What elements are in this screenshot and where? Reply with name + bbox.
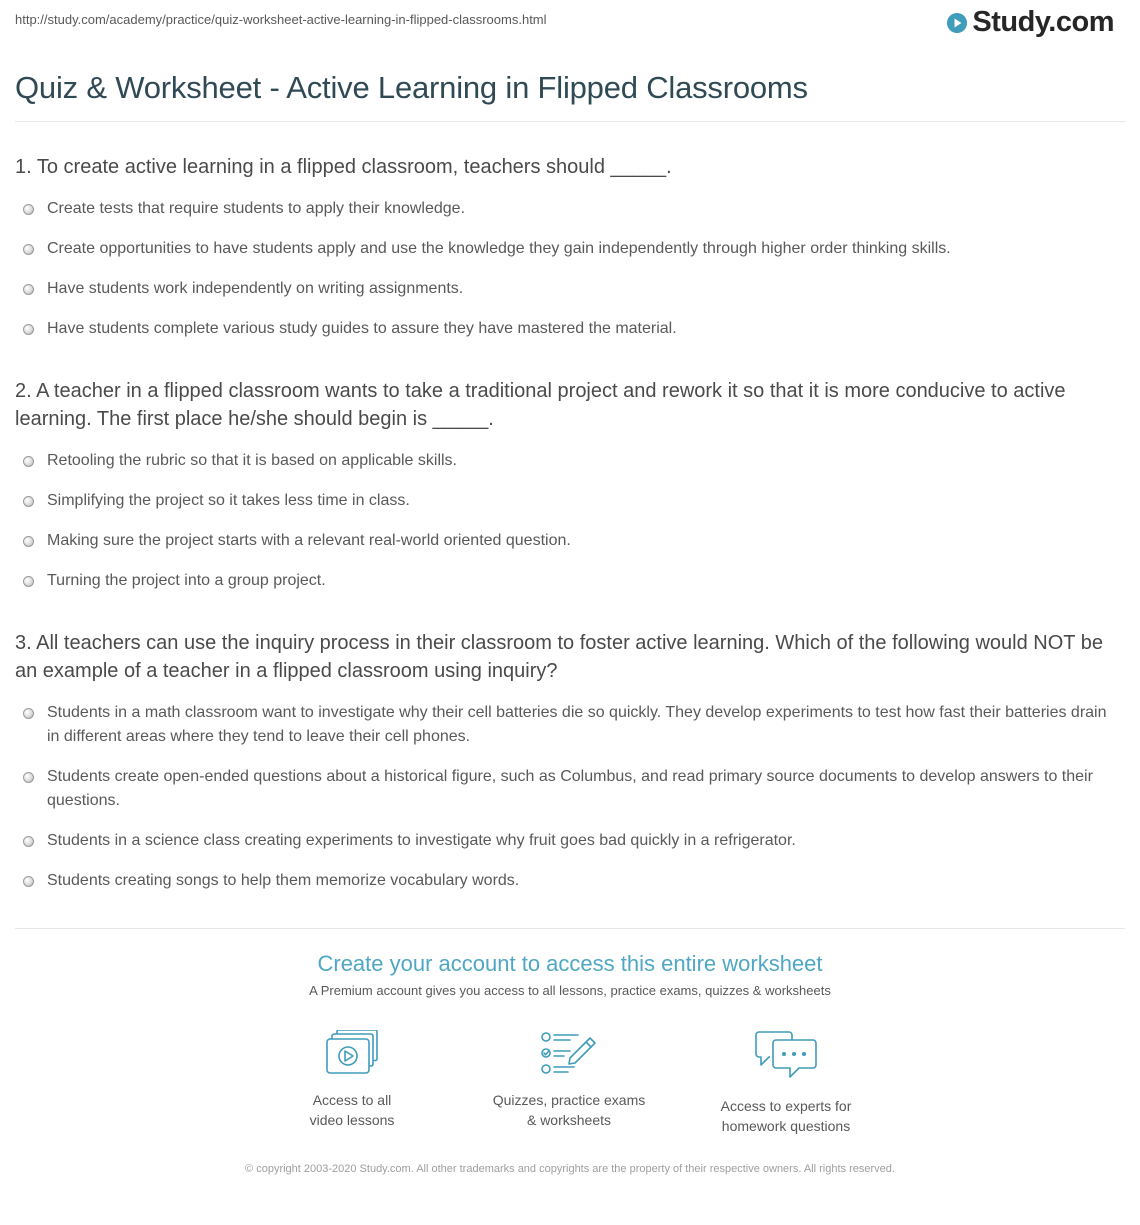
answer-label: Turning the project into a group project. (47, 572, 326, 589)
question-text: 2. A teacher in a flipped classroom wants to take a traditional project and rework it so that it is more conducive to active learning. The first place he/she should begin is _____. (15, 380, 1066, 430)
answer-option[interactable] (15, 277, 1120, 301)
radio-button[interactable] (23, 708, 34, 719)
radio-button[interactable] (23, 244, 34, 255)
answer-option[interactable] (15, 701, 1120, 749)
signup-cta (0, 951, 1140, 998)
answer-list (15, 449, 1120, 593)
section-divider (15, 928, 1125, 929)
answer-option[interactable] (15, 829, 1120, 853)
radio-button[interactable] (23, 772, 34, 783)
answer-label: Students in a science class creating experiments to investigate why fruit goes bad quickly in a refrigerator. (47, 832, 796, 849)
answer-option[interactable] (15, 449, 1120, 473)
quiz-checklist-icon (540, 1030, 598, 1076)
answer-label: Making sure the project starts with a relevant real-world oriented question. (47, 532, 571, 549)
page-url: http://study.com/academy/practice/quiz-worksheet-active-learning-in-flipped-classrooms.html (15, 12, 547, 27)
answer-label: Retooling the rubric so that it is based on applicable skills. (47, 452, 457, 469)
radio-button[interactable] (23, 204, 34, 215)
question-3 (15, 629, 1120, 893)
answer-option[interactable] (15, 237, 1120, 261)
radio-button[interactable] (23, 576, 34, 587)
answer-label: Create tests that require students to apply their knowledge. (47, 200, 466, 217)
radio-button[interactable] (23, 284, 34, 295)
study-logo[interactable] (946, 6, 1114, 39)
answer-list (15, 701, 1120, 893)
feature-label: Access to experts for homework questions (720, 1098, 852, 1134)
radio-button[interactable] (23, 456, 34, 467)
top-bar (0, 0, 1140, 50)
answer-option[interactable] (15, 317, 1120, 341)
feature-label: Access to all video lessons (309, 1092, 395, 1128)
radio-button[interactable] (23, 536, 34, 547)
question-1 (15, 153, 1120, 341)
logo-text: Study.com (972, 6, 1114, 38)
chat-bubbles-icon (754, 1030, 818, 1082)
play-circle-icon (946, 12, 968, 34)
question-text: 3. All teachers can use the inquiry process in their classroom to foster active learning. Which of the following would NOT be an example of a teacher in a flipped classroom using inquiry? (15, 632, 1103, 682)
answer-label: Create opportunities to have students apply and use the knowledge they gain independently through higher order thinking skills. (47, 240, 951, 257)
video-lessons-icon (325, 1030, 379, 1076)
feature-video-lessons (252, 1030, 452, 1130)
feature-quizzes (469, 1030, 669, 1130)
radio-button[interactable] (23, 496, 34, 507)
question-text: 1. To create active learning in a flipped classroom, teachers should _____. (15, 156, 672, 178)
feature-label: Quizzes, practice exams & worksheets (492, 1092, 646, 1128)
question-2 (15, 377, 1120, 593)
copyright-notice: © copyright 2003-2020 Study.com. All other trademarks and copyrights are the property of their respective owners. All rights reserved. (245, 1163, 895, 1175)
radio-button[interactable] (23, 324, 34, 335)
answer-option[interactable] (15, 489, 1120, 513)
answer-label: Students create open-ended questions about a historical figure, such as Columbus, and read primary source documents to develop answers to their questions. (47, 768, 1093, 809)
cta-subtitle: A Premium account gives you access to all lessons, practice exams, quizzes & worksheets (309, 983, 831, 998)
answer-option[interactable] (15, 869, 1120, 893)
answer-label: Have students complete various study guides to assure they have mastered the material. (47, 320, 677, 337)
cta-title-link[interactable]: Create your account to access this entire worksheet (317, 951, 823, 976)
answer-label: Have students work independently on writing assignments. (47, 280, 464, 297)
page-title: Quiz & Worksheet - Active Learning in Flipped Classrooms (15, 70, 808, 105)
title-divider (15, 121, 1125, 122)
feature-experts (686, 1030, 886, 1136)
radio-button[interactable] (23, 836, 34, 847)
radio-button[interactable] (23, 876, 34, 887)
answer-option[interactable] (15, 529, 1120, 553)
answer-label: Simplifying the project so it takes less time in class. (47, 492, 410, 509)
answer-label: Students in a math classroom want to investigate why their cell batteries die so quickly. They develop experiments to test how fast their batteries drain in different areas where they tend to leave their cell phones. (47, 704, 1107, 745)
answer-option[interactable] (15, 197, 1120, 221)
answer-option[interactable] (15, 765, 1120, 813)
answer-option[interactable] (15, 569, 1120, 593)
answer-label: Students creating songs to help them memorize vocabulary words. (47, 872, 520, 889)
answer-list (15, 197, 1120, 341)
